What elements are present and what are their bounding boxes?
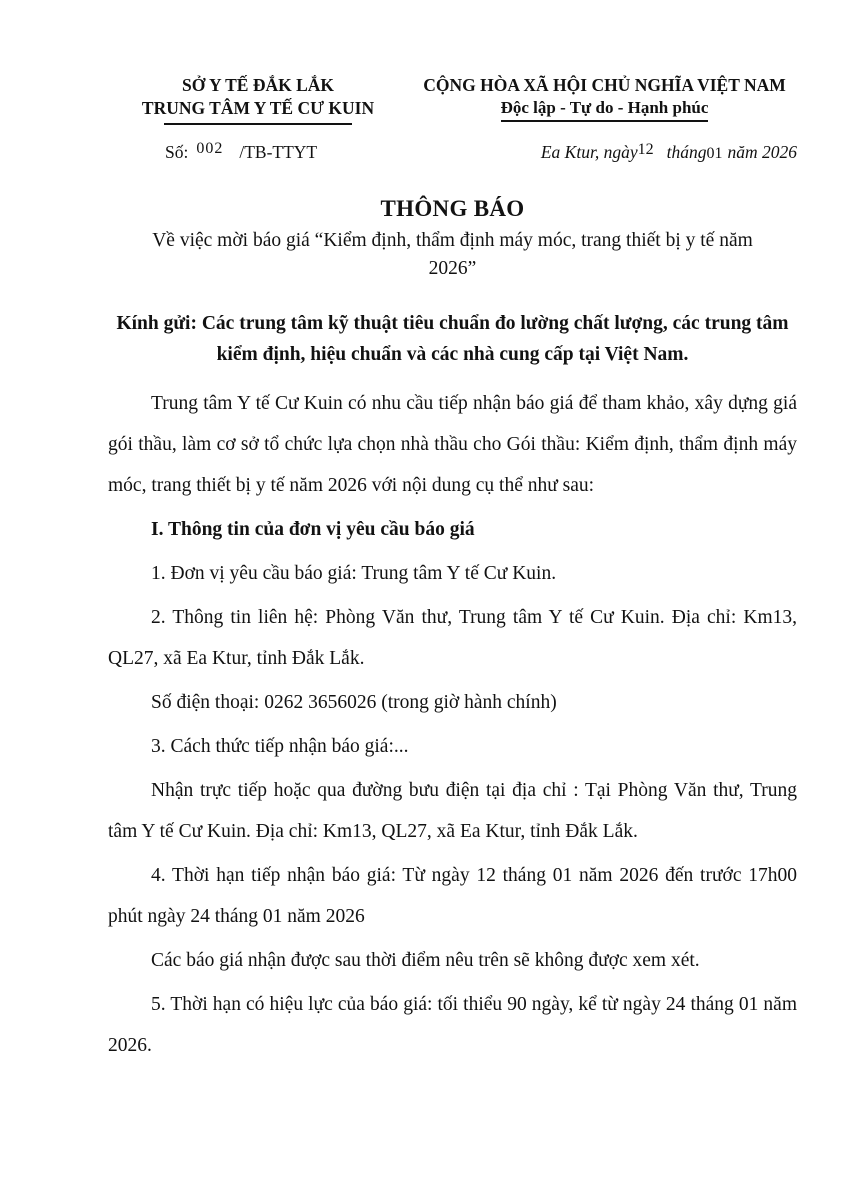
document-number — [165, 142, 317, 163]
dateline-year: năm 2026 — [727, 142, 797, 162]
org-name: TRUNG TÂM Y TẾ CƯ KUIN — [141, 98, 375, 118]
dateline — [541, 142, 797, 163]
document-number-value: 002 — [196, 140, 224, 157]
document-subtitle: Về việc mời báo giá “Kiểm định, thẩm định máy móc, trang thiết bị y tế năm 2026” — [152, 230, 753, 279]
paragraph-contact-info: 2. Thông tin liên hệ: Phòng Văn thư, Trung tâm Y tế Cư Kuin. Địa chỉ: Km13, QL27, xã Ea Ktur, tỉnh Đắk Lắk. — [108, 607, 797, 669]
national-motto-line — [412, 98, 797, 122]
section-1-heading: I. Thông tin của đơn vị yêu cầu báo giá — [151, 519, 475, 540]
paragraph-late-note: Các báo giá nhận được sau thời điểm nêu trên sẽ không được xem xét. — [151, 950, 700, 971]
meta-row — [108, 142, 797, 163]
paragraph-phone: Số điện thoại: 0262 3656026 (trong giờ hành chính) — [151, 692, 557, 713]
org-underline-rule — [164, 123, 352, 125]
document-body — [108, 383, 797, 1066]
national-motto-text: Độc lập - Tự do - Hạnh phúc — [501, 98, 709, 122]
document-number-suffix: /TB-TTYT — [239, 142, 318, 162]
issuing-org-block — [108, 74, 408, 125]
national-motto-block — [412, 74, 797, 122]
document-header — [108, 74, 797, 125]
paragraph-deadline: 4. Thời hạn tiếp nhận báo giá: Từ ngày 12 tháng 01 năm 2026 đến trước 17h00 phút ngày 24 tháng 01 năm 2026 — [108, 865, 797, 927]
paragraph-receive-method: 3. Cách thức tiếp nhận báo giá:... — [151, 736, 409, 757]
dateline-day-value: 12 — [637, 141, 654, 158]
paragraph-unit-request: 1. Đơn vị yêu cầu báo giá: Trung tâm Y tế Cư Kuin. — [151, 563, 557, 584]
salutation: Kính gửi: Các trung tâm kỹ thuật tiêu chuẩn đo lường chất lượng, các trung tâm kiểm định, hiệu chuẩn và các nhà cung cấp tại Việt Nam. — [116, 313, 789, 365]
intro-paragraph: Trung tâm Y tế Cư Kuin có nhu cầu tiếp nhận báo giá để tham khảo, xây dựng giá gói thầu, làm cơ sở tổ chức lựa chọn nhà thầu cho Gói thầu: Kiểm định, thẩm định máy móc, trang thiết bị y tế năm 2026 với nội dung cụ thể như sau: — [108, 393, 797, 496]
document-number-label: Số: — [165, 142, 189, 162]
parent-org-name: SỞ Y TẾ ĐẮK LẮK — [181, 75, 335, 95]
paragraph-validity: 5. Thời hạn có hiệu lực của báo giá: tối thiểu 90 ngày, kể từ ngày 24 tháng 01 năm 2026. — [108, 994, 797, 1056]
national-header-line: CỘNG HÒA XÃ HỘI CHỦ NGHĨA VIỆT NAM — [423, 75, 786, 95]
dateline-month-value: 01 — [706, 145, 723, 162]
document-title: THÔNG BÁO — [380, 196, 525, 221]
paragraph-receive-address: Nhận trực tiếp hoặc qua đường bưu điện tại địa chỉ : Tại Phòng Văn thư, Trung tâm Y tế Cư Kuin. Địa chỉ: Km13, QL27, xã Ea Ktur, tỉnh Đắk Lắk. — [108, 780, 797, 842]
dateline-prefix: Ea Ktur, ngày — [540, 142, 638, 162]
dateline-month-label: tháng — [666, 142, 707, 162]
